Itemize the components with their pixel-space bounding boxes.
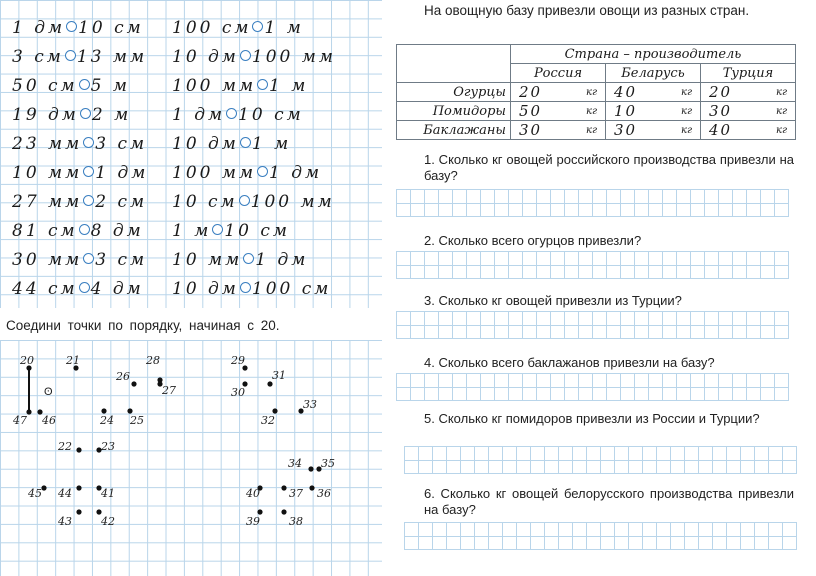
comparison-item: 10 см 100 мм (172, 192, 335, 212)
question-1: 1. Сколько кг овощей российского производства привезли на базу? (424, 152, 794, 183)
dot-label-22: 22 (58, 440, 72, 453)
table-cell: 20 кг (511, 83, 606, 102)
dot-47[interactable] (26, 409, 31, 414)
question-5: 5. Сколько кг помидоров привезли из России и Турции? (424, 411, 760, 426)
dot-label-46: 46 (42, 414, 56, 427)
dot-label-32: 32 (261, 414, 275, 427)
dot-43[interactable] (76, 509, 81, 514)
comparison-item: 81 см 8 дм (12, 221, 144, 241)
compare-circle[interactable] (66, 21, 77, 32)
row-name: Баклажаны (397, 121, 511, 140)
table-cell: 20 кг (701, 83, 796, 102)
comparison-item: 27 мм 2 см (12, 192, 148, 212)
dot-22[interactable] (76, 447, 81, 452)
comparison-item: 19 дм 2 м (12, 105, 132, 125)
dot-label-34: 34 (288, 457, 302, 470)
compare-circle[interactable] (65, 50, 76, 61)
compare-circle[interactable] (257, 79, 268, 90)
table-cell: 30 кг (606, 121, 701, 140)
answer-grid-3[interactable] (396, 311, 789, 339)
table-cell: 40 кг (701, 121, 796, 140)
comparison-item: 50 см 5 м (12, 76, 130, 96)
dot-to-dot-figure (0, 340, 382, 576)
dot-38[interactable] (281, 509, 286, 514)
dot-44[interactable] (76, 485, 81, 490)
dot-label-40: 40 (246, 487, 260, 500)
task-intro: На овощную базу привезли овощи из разных стран. (424, 3, 750, 18)
comparison-item: 10 дм 1 м (172, 134, 292, 154)
compare-circle[interactable] (239, 195, 250, 206)
question-4: 4. Сколько всего баклажанов привезли на базу? (424, 355, 715, 370)
dot-label-27: 27 (162, 384, 176, 397)
answer-grid-6[interactable] (404, 522, 797, 550)
dot-label-30: 30 (231, 386, 245, 399)
dot-label-33: 33 (303, 398, 317, 411)
comparison-item: 10 мм 1 дм (172, 250, 309, 270)
table-cell: 10 кг (606, 102, 701, 121)
comparison-item: 100 см 1 м (172, 18, 304, 38)
compare-circle[interactable] (79, 282, 90, 293)
answer-grid-1[interactable] (396, 189, 789, 217)
dot-label-35: 35 (321, 457, 335, 470)
dot-label-37: 37 (289, 487, 303, 500)
comparison-item: 1 дм 10 см (12, 18, 144, 38)
compare-circle[interactable] (240, 282, 251, 293)
dot-label-29: 29 (231, 354, 245, 367)
dots-instruction: Соедини точки по порядку, начиная с 20. (6, 318, 280, 333)
compare-circle[interactable] (257, 166, 268, 177)
comparison-item: 100 мм 1 м (172, 76, 309, 96)
dot-label-39: 39 (246, 515, 260, 528)
compare-circle[interactable] (252, 21, 263, 32)
comparison-item: 100 мм 1 дм (172, 163, 323, 183)
dot-label-44: 44 (58, 487, 72, 500)
answer-grid-4[interactable] (396, 373, 789, 401)
compare-circle[interactable] (226, 108, 237, 119)
dot-39[interactable] (257, 509, 262, 514)
dot-label-47: 47 (13, 414, 27, 427)
dot-label-25: 25 (130, 414, 144, 427)
compare-circle[interactable] (83, 166, 94, 177)
comparison-item: 1 м 10 см (172, 221, 290, 241)
dot-26[interactable] (131, 381, 136, 386)
table-row (397, 102, 796, 121)
compare-circle[interactable] (83, 195, 94, 206)
dot-label-20: 20 (20, 354, 34, 367)
table-cell: 40 кг (606, 83, 701, 102)
dot-45[interactable] (41, 485, 46, 490)
comparison-item: 23 мм 3 см (12, 134, 148, 154)
comparison-item: 44 см 4 дм (12, 279, 144, 299)
dot-label-28: 28 (146, 354, 160, 367)
dot-label-38: 38 (289, 515, 303, 528)
compare-circle[interactable] (240, 50, 251, 61)
dot-label-31: 31 (272, 369, 286, 382)
dot-34[interactable] (308, 466, 313, 471)
table-cell: 50 кг (511, 102, 606, 121)
table-row (397, 121, 796, 140)
dot-label-45: 45 (28, 487, 42, 500)
dot-31[interactable] (267, 381, 272, 386)
table-corner (397, 45, 511, 83)
dot-label-43: 43 (58, 515, 72, 528)
compare-circle[interactable] (243, 253, 254, 264)
table-cell: 30 кг (511, 121, 606, 140)
country-belarus: Беларусь (606, 64, 701, 83)
question-3: 3. Сколько кг овощей привезли из Турции? (424, 293, 682, 308)
compare-circle[interactable] (83, 137, 94, 148)
dot-label-23: 23 (101, 440, 115, 453)
country-turkey: Турция (701, 64, 796, 83)
comparison-item: 1 дм 10 см (172, 105, 304, 125)
compare-circle[interactable] (79, 224, 90, 235)
comparison-item: 10 мм 1 дм (12, 163, 149, 183)
answer-grid-2[interactable] (396, 251, 789, 279)
dot-label-36: 36 (317, 487, 331, 500)
dot-label-41: 41 (101, 487, 115, 500)
dot-42[interactable] (96, 509, 101, 514)
compare-circle[interactable] (240, 137, 251, 148)
comparison-item: 10 дм 100 мм (172, 47, 336, 67)
question-6: 6. Сколько кг овощей белорусского производства привезли на базу? (424, 486, 794, 517)
row-name: Помидоры (397, 102, 511, 121)
compare-circle[interactable] (83, 253, 94, 264)
country-russia: Россия (511, 64, 606, 83)
compare-circle[interactable] (80, 108, 91, 119)
dot-25[interactable] (127, 408, 132, 413)
compare-circle[interactable] (212, 224, 223, 235)
question-2: 2. Сколько всего огурцов привезли? (424, 233, 642, 248)
compare-circle[interactable] (79, 79, 90, 90)
dot-label-42: 42 (101, 515, 115, 528)
dot-36[interactable] (309, 485, 314, 490)
vegetable-table (396, 44, 796, 140)
dot-label-24: 24 (100, 414, 114, 427)
table-cell: 30 кг (701, 102, 796, 121)
dot-label-21: 21 (66, 354, 80, 367)
table-row (397, 83, 796, 102)
table-header: Страна – производитель (511, 45, 796, 64)
eye-mark: ʘ (44, 386, 53, 398)
row-name: Огурцы (397, 83, 511, 102)
answer-grid-5[interactable] (404, 446, 797, 474)
comparison-item: 30 мм 3 см (12, 250, 148, 270)
comparison-item: 10 дм 100 см (172, 279, 332, 299)
dot-37[interactable] (281, 485, 286, 490)
comparison-item: 3 см 13 мм (12, 47, 148, 67)
dot-label-26: 26 (116, 370, 130, 383)
dot-32[interactable] (272, 408, 277, 413)
dot-24[interactable] (101, 408, 106, 413)
